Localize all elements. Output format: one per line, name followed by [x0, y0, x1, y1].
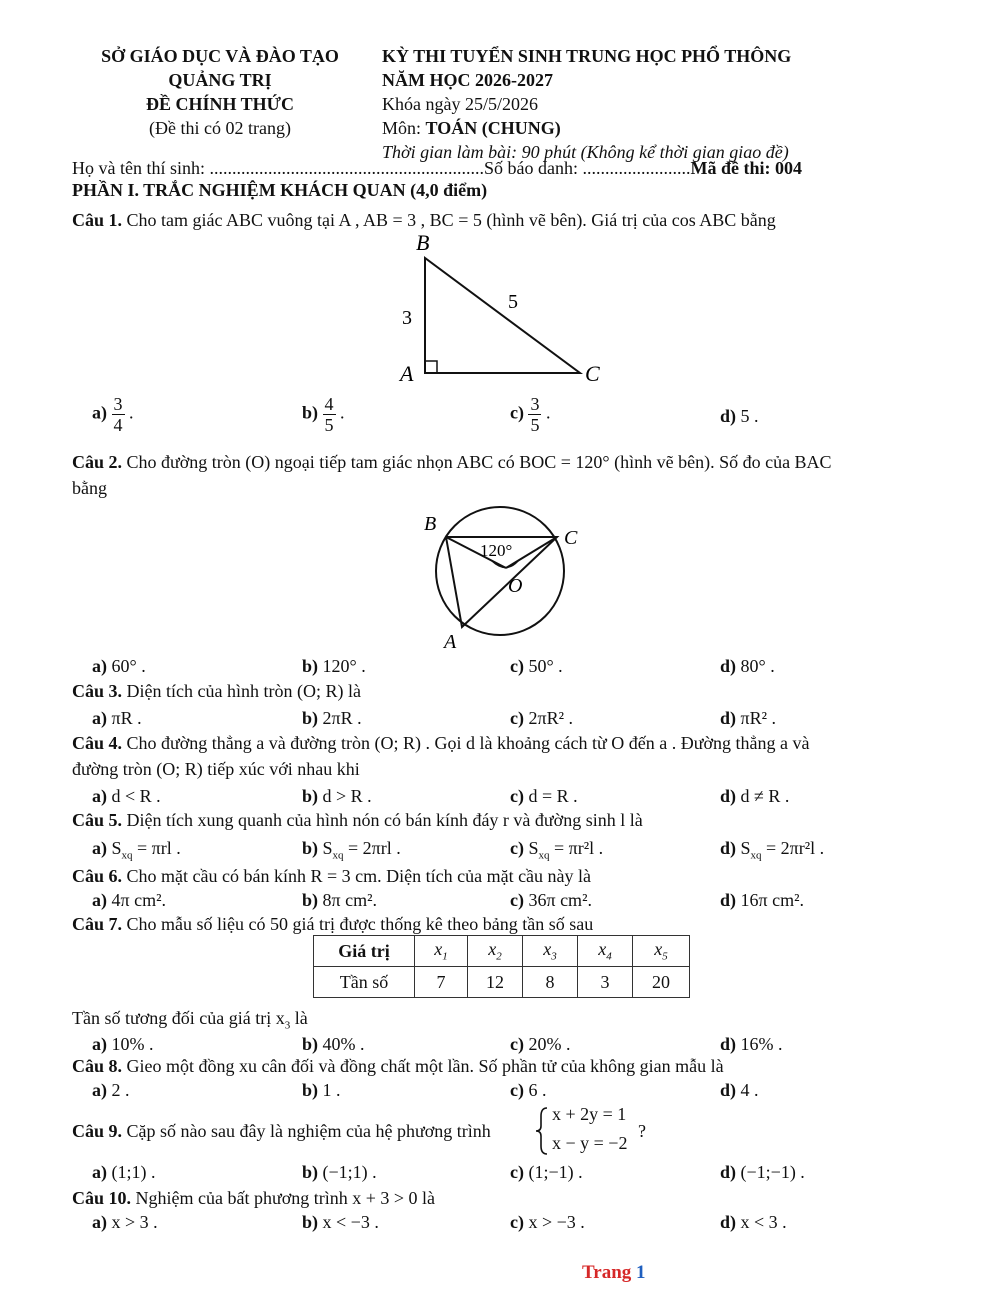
exam-title: KỲ THI TUYỂN SINH TRUNG HỌC PHỔ THÔNG	[382, 46, 792, 66]
q4-option-c[interactable]: c) d = R .	[510, 786, 578, 806]
section-title: PHẦN I. TRẮC NGHIỆM KHÁCH QUAN (4,0 điểm)	[72, 180, 488, 200]
side-bc-label: 5	[508, 291, 518, 313]
fraction: $\frac{4}{5}$	[324, 394, 334, 435]
q6-option-b[interactable]: b) 8π cm².	[302, 890, 377, 910]
department-name: SỞ GIÁO DỤC VÀ ĐÀO TẠO	[101, 46, 339, 66]
q4-option-d[interactable]: d) d ≠ R .	[720, 786, 790, 806]
q9-option-b[interactable]: b) (−1;1) .	[302, 1162, 377, 1182]
q6-option-a[interactable]: a) 4π cm².	[92, 890, 166, 910]
student-fields: Họ và tên thí sinh: .............................................................Số báo danh: ........................	[72, 158, 691, 178]
q2-option-a[interactable]: a) 60° .	[92, 656, 146, 676]
q10-option-b[interactable]: b) x < −3 .	[302, 1212, 379, 1232]
question-text: Cho tam giác ABC vuông tại A , AB = 3 , BC = 5 (hình vẽ bên). Giá trị của cos ABC bằng	[126, 210, 776, 230]
header-right	[382, 44, 791, 164]
q8-option-a[interactable]: a) 2 .	[92, 1080, 130, 1100]
freq-cell: 20	[633, 967, 690, 998]
value-cell: $x_5$	[633, 936, 690, 967]
q5-option-c[interactable]: c) $S_{xq} = \pi r^2l$ .	[510, 838, 604, 862]
vertex-c: C	[585, 361, 600, 386]
header-left	[70, 44, 370, 140]
circumcircle	[436, 507, 564, 635]
exam-date: Khóa ngày 25/5/2026	[382, 94, 538, 114]
q6-option-d[interactable]: d) 16π cm².	[720, 890, 804, 910]
q6-option-c[interactable]: c) 36π cm².	[510, 890, 592, 910]
question-3: Câu 3. Diện tích của hình tròn (O; R) là	[72, 681, 361, 701]
question-label: Câu 1.	[72, 210, 123, 230]
subject-line	[382, 116, 791, 140]
q2-option-b[interactable]: b) 120° .	[302, 656, 366, 676]
question-4: Câu 4. Cho đường thẳng a và đường tròn (O; R) . Gọi d là khoảng cách từ O đến a . Đường thẳng a và	[72, 733, 810, 753]
equation-2: x − y = −2	[552, 1133, 628, 1153]
q7-option-c[interactable]: c) 20% .	[510, 1034, 571, 1054]
subject: TOÁN (CHUNG)	[425, 118, 561, 138]
student-info-line	[72, 158, 802, 179]
q4-option-a[interactable]: a) d < R .	[92, 786, 161, 806]
q5-option-a[interactable]: a) $S_{xq} = \pi rl$ .	[92, 838, 181, 862]
table-row	[314, 967, 690, 998]
angle-label: 120°	[480, 541, 513, 560]
question-2: Câu 2. Cho đường tròn (O) ngoại tiếp tam giác nhọn ABC có BOC = 120° (hình vẽ bên). Số đo của BAC	[72, 452, 832, 472]
q4-option-b[interactable]: b) d > R .	[302, 786, 372, 806]
page-word: Trang	[582, 1262, 632, 1283]
q7-option-d[interactable]: d) 16% .	[720, 1034, 783, 1054]
value-cell: $x_2$	[468, 936, 523, 967]
value-cell: $x_4$	[578, 936, 633, 967]
q9-option-a[interactable]: a) (1;1) .	[92, 1162, 156, 1182]
question-6: Câu 6. Cho mặt cầu có bán kính R = 3 cm. Diện tích của mặt cầu này là	[72, 866, 592, 886]
question-7-cont: Tần số tương đối của giá trị $x_3$ là	[72, 1008, 308, 1032]
question-9: Câu 9. Cặp số nào sau đây là nghiệm của hệ phương trình	[72, 1121, 491, 1141]
q1-option-d[interactable]: d) 5 .	[720, 406, 759, 426]
q3-option-d[interactable]: d) πR² .	[720, 708, 777, 728]
time-limit: Thời gian làm bài: 90 phút (Không kể thời gian giao đề)	[382, 142, 789, 162]
vertex-a: A	[400, 361, 414, 386]
q3-option-b[interactable]: b) 2πR .	[302, 708, 362, 728]
vertex-c: C	[564, 527, 578, 549]
official-label: ĐỀ CHÍNH THỨC	[145, 94, 295, 114]
circle-figure	[410, 502, 590, 652]
fraction: $\frac{3}{5}$	[530, 394, 540, 435]
fraction: $\frac{3}{4}$	[113, 394, 123, 435]
page-number	[582, 1262, 646, 1284]
q9-option-d[interactable]: d) (−1;−1) .	[720, 1162, 805, 1182]
exam-code: Mã đề thi: 004	[690, 158, 802, 178]
value-cell: $x_3$	[523, 936, 578, 967]
header-cell: Tần số	[314, 967, 415, 998]
vertex-b: B	[424, 513, 437, 535]
province-name: QUẢNG TRỊ	[168, 70, 272, 90]
school-year: NĂM HỌC 2026-2027	[382, 70, 553, 90]
vertex-a: A	[444, 631, 457, 652]
triangle-abc	[425, 258, 580, 373]
q3-option-c[interactable]: c) 2πR² .	[510, 708, 573, 728]
vertex-b: B	[416, 230, 430, 255]
q1-option-a[interactable]: a) $\frac{3}{4}$ .	[92, 394, 134, 435]
page-num: 1	[636, 1262, 646, 1283]
freq-cell: 12	[468, 967, 523, 998]
q8-option-d[interactable]: d) 4 .	[720, 1080, 759, 1100]
question-4-cont: đường tròn (O; R) tiếp xúc với nhau khi	[72, 759, 360, 779]
q8-option-b[interactable]: b) 1 .	[302, 1080, 341, 1100]
right-triangle-figure	[380, 228, 620, 388]
q2-option-d[interactable]: d) 80° .	[720, 656, 775, 676]
q2-option-c[interactable]: c) 50° .	[510, 656, 563, 676]
table-row	[314, 936, 690, 967]
q9-option-c[interactable]: c) (1;−1) .	[510, 1162, 583, 1182]
q7-option-a[interactable]: a) 10% .	[92, 1034, 154, 1054]
q8-option-c[interactable]: c) 6 .	[510, 1080, 547, 1100]
side-ab-label: 3	[402, 307, 412, 329]
q5-option-b[interactable]: b) $S_{xq} = 2\pi rl$ .	[302, 838, 401, 862]
q1-option-c[interactable]: c) $\frac{3}{5}$ .	[510, 394, 551, 435]
q7-option-b[interactable]: b) 40% .	[302, 1034, 365, 1054]
q3-option-a[interactable]: a) πR .	[92, 708, 142, 728]
question-8: Câu 8. Gieo một đồng xu cân đối và đồng chất một lần. Số phần tử của không gian mẫu là	[72, 1056, 724, 1076]
right-angle-mark	[425, 361, 437, 373]
subject-label: Môn:	[382, 118, 426, 138]
freq-cell: 3	[578, 967, 633, 998]
q10-option-d[interactable]: d) x < 3 .	[720, 1212, 787, 1232]
q1-option-b[interactable]: b) $\frac{4}{5}$ .	[302, 394, 345, 435]
value-cell: $x_1$	[415, 936, 468, 967]
header-cell: Giá trị	[314, 936, 415, 967]
freq-cell: 7	[415, 967, 468, 998]
question-10: Câu 10. Nghiệm của bất phương trình x + 3 > 0 là	[72, 1188, 436, 1208]
q5-option-d[interactable]: d) $S_{xq} = 2\pi r^2l$ .	[720, 838, 825, 862]
question-2-cont: bằng	[72, 478, 107, 498]
frequency-table	[313, 935, 690, 998]
center-o: O	[508, 575, 523, 597]
q10-option-a[interactable]: a) x > 3 .	[92, 1212, 158, 1232]
brace-icon	[535, 1106, 549, 1156]
question-5: Câu 5. Diện tích xung quanh của hình nón có bán kính đáy r và đường sinh l là	[72, 810, 643, 830]
question-7: Câu 7. Cho mẫu số liệu có 50 giá trị được thống kê theo bảng tần số sau	[72, 914, 594, 934]
equation-1: x + 2y = 1	[552, 1104, 627, 1124]
question-mark: ?	[638, 1121, 646, 1141]
freq-cell: 8	[523, 967, 578, 998]
page-count: (Đề thi có 02 trang)	[149, 118, 291, 138]
q10-option-c[interactable]: c) x > −3 .	[510, 1212, 585, 1232]
